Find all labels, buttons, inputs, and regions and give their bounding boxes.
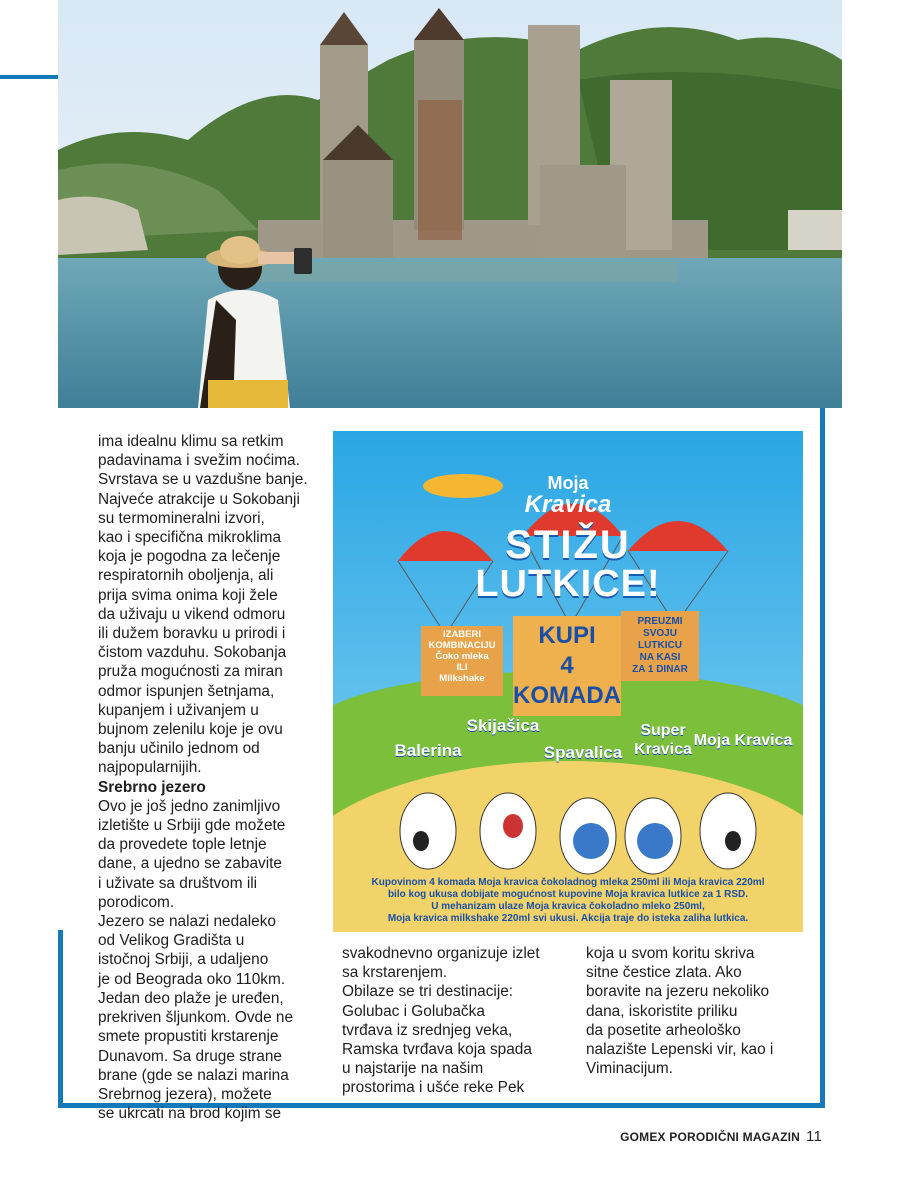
text-line: da provedete tople letnje bbox=[98, 836, 267, 854]
text-line: i uživate sa društvom ili bbox=[98, 874, 258, 892]
page-number: 11 bbox=[806, 1128, 822, 1145]
doll-name-super-kravica: Super Kravica bbox=[634, 722, 692, 758]
ad-box-left-line: ILI bbox=[456, 662, 468, 673]
text-line: kupanjem i uživanjem u bbox=[98, 701, 259, 719]
text-line: je od Beograda oko 110km. bbox=[98, 970, 286, 988]
frame-line-left-top bbox=[0, 75, 58, 79]
text-line: odmor ispunjen šetnjama, bbox=[98, 682, 275, 700]
hero-photo bbox=[58, 0, 842, 408]
ad-fine-print-line: U mehanizam ulaze Moja kravica čokoladno mleko 250ml, bbox=[431, 901, 705, 912]
text-line: svakodnevno organizuje izlet bbox=[342, 945, 540, 962]
ad-box-right bbox=[621, 616, 699, 676]
subheading-srebrno-jezero: Srebrno jezero bbox=[98, 778, 206, 796]
ad-fine-print bbox=[339, 877, 797, 925]
text-line: Dunavom. Sa druge strane bbox=[98, 1047, 282, 1065]
doll-name-balerina: Balerina bbox=[394, 741, 462, 760]
text-line: sitne čestice zlata. Ako bbox=[586, 964, 742, 982]
text-line: pruža mogućnosti za miran bbox=[98, 663, 283, 681]
text-line: sa krstarenjem. bbox=[342, 964, 448, 982]
doll-name-spavalica: Spavalica bbox=[543, 743, 623, 762]
text-line: bujnom zelenilu koje je ovu bbox=[98, 721, 283, 739]
text-line: izletište u Srbiji gde možete bbox=[98, 817, 286, 835]
ad-box-left-line: IZABERI bbox=[443, 629, 481, 640]
text-line: u najstarije na našim bbox=[342, 1060, 484, 1078]
text-line: Ovo je još jedno zanimljivo bbox=[98, 797, 281, 815]
text-line: Jedan deo plaže je uređen, bbox=[98, 989, 284, 1007]
text-line: brane (gde se nalazi marina bbox=[98, 1066, 289, 1084]
text-line: Ramska tvrđava koja spada bbox=[342, 1041, 532, 1059]
ad-box-left-line: Milkshake bbox=[439, 673, 485, 684]
text-line: se ukrcati na brod kojim se bbox=[98, 1105, 282, 1123]
ad-box-right-line: PREUZMI bbox=[637, 616, 683, 627]
magazine-name: GOMEX PORODIČNI MAGAZIN bbox=[620, 1130, 801, 1144]
doll-name-skijasica: Skijašica bbox=[466, 716, 540, 735]
column-2 bbox=[342, 944, 567, 1098]
column-1-para-2 bbox=[98, 797, 323, 1123]
text-line: respiratornih oboljenja, ali bbox=[98, 567, 274, 585]
text-line: su termomineralni izvori, bbox=[98, 509, 265, 527]
ad-box-right-line: ZA 1 DINAR bbox=[632, 664, 688, 675]
text-line: Jezero se nalazi nedaleko bbox=[98, 913, 276, 931]
text-line: Svrstava se u vazdušne banje. bbox=[98, 471, 308, 489]
text-line: od Velikog Gradišta u bbox=[98, 932, 245, 950]
text-line: dana, iskoristite priliku bbox=[586, 1002, 738, 1020]
ad-fine-print-line: bilo kog ukusa dobijate mogućnost kupovine Moja kravica lutkice za 1 RSD. bbox=[387, 889, 749, 900]
column-1 bbox=[98, 432, 323, 1123]
ad-box-right-line: SVOJU LUTKICU bbox=[638, 628, 682, 651]
text-line: prostorima i ušće reke Pek bbox=[342, 1079, 525, 1097]
text-line: ili dužem boravku u prirodi i bbox=[98, 625, 286, 643]
ad-box-left-line: KOMBINACIJU bbox=[428, 640, 496, 651]
text-line: koja u svom koritu skriva bbox=[586, 945, 755, 962]
text-line: Najveće atrakcije u Sokobanji bbox=[98, 490, 300, 508]
ad-box-center-line: KOMADA bbox=[513, 682, 621, 709]
text-line: prekriven šljunkom. Ovde ne bbox=[98, 1009, 294, 1027]
text-line: prija svima onima koji žele bbox=[98, 586, 278, 604]
text-line: Golubac i Golubačka bbox=[342, 1002, 485, 1020]
text-line: da uživaju u vikend odmoru bbox=[98, 605, 286, 623]
text-line: koja je pogodna za lečenje bbox=[98, 548, 281, 566]
text-line: najpopularnijih. bbox=[98, 759, 202, 777]
text-line: porodicom. bbox=[98, 893, 175, 911]
text-line: čistom vazduhu. Sokobanja bbox=[98, 644, 287, 662]
text-line: ima idealnu klimu sa retkim bbox=[98, 433, 284, 450]
text-line: kao i specifična mikroklima bbox=[98, 529, 282, 547]
ad-fine-print-line: Moja kravica milkshake 220ml svi ukusi. Akcija traje do isteka zaliha lutkica. bbox=[387, 913, 749, 924]
text-line: tvrđava iz srednjeg veka, bbox=[342, 1021, 513, 1039]
ad-brand-top: Moja bbox=[547, 473, 589, 493]
text-line: Obilaze se tri destinacije: bbox=[342, 983, 514, 1001]
ad-headline-1: STIŽU bbox=[505, 523, 631, 567]
doll-name-moja-kravica: Moja Kravica bbox=[693, 732, 793, 749]
ad-box-center bbox=[513, 621, 621, 711]
column-1-para-1 bbox=[98, 432, 323, 778]
text-line: istočnoj Srbiji, a udaljeno bbox=[98, 951, 269, 969]
ad-box-left-line: Čoko mleka bbox=[435, 651, 489, 662]
ad-box-right-line: NA KASI bbox=[639, 652, 681, 663]
text-line: nalazište Lepenski vir, kao i bbox=[586, 1041, 774, 1059]
ad-headline-2: LUTKICE! bbox=[475, 563, 661, 605]
text-line: padavinama i svežim noćima. bbox=[98, 452, 300, 470]
text-line: Viminacijum. bbox=[586, 1060, 673, 1078]
ad-box-left bbox=[421, 629, 503, 684]
page-footer bbox=[620, 1128, 822, 1145]
column-3 bbox=[586, 944, 811, 1078]
text-line: da posetite arheološko bbox=[586, 1021, 741, 1039]
frame-line-right-vertical bbox=[820, 408, 825, 1108]
text-line: dane, a ujedno se zabavite bbox=[98, 855, 282, 873]
ad-box-center-line: KUPI bbox=[538, 622, 596, 649]
ad-brand-bottom: Kravica bbox=[524, 491, 612, 518]
text-line: smete propustiti krstarenje bbox=[98, 1028, 279, 1046]
text-line: boravite na jezeru nekoliko bbox=[586, 983, 770, 1001]
text-line: Srebrnog jezera), možete bbox=[98, 1085, 272, 1103]
frame-line-left-vertical bbox=[58, 930, 63, 1108]
ad-fine-print-line: Kupovinom 4 komada Moja kravica čokoladnog mleka 250ml ili Moja kravica 220ml bbox=[371, 877, 765, 888]
moja-kravica-advertisement bbox=[333, 431, 803, 932]
text-line: banju učinilo jednom od bbox=[98, 740, 260, 758]
ad-box-center-line: 4 bbox=[560, 652, 574, 679]
